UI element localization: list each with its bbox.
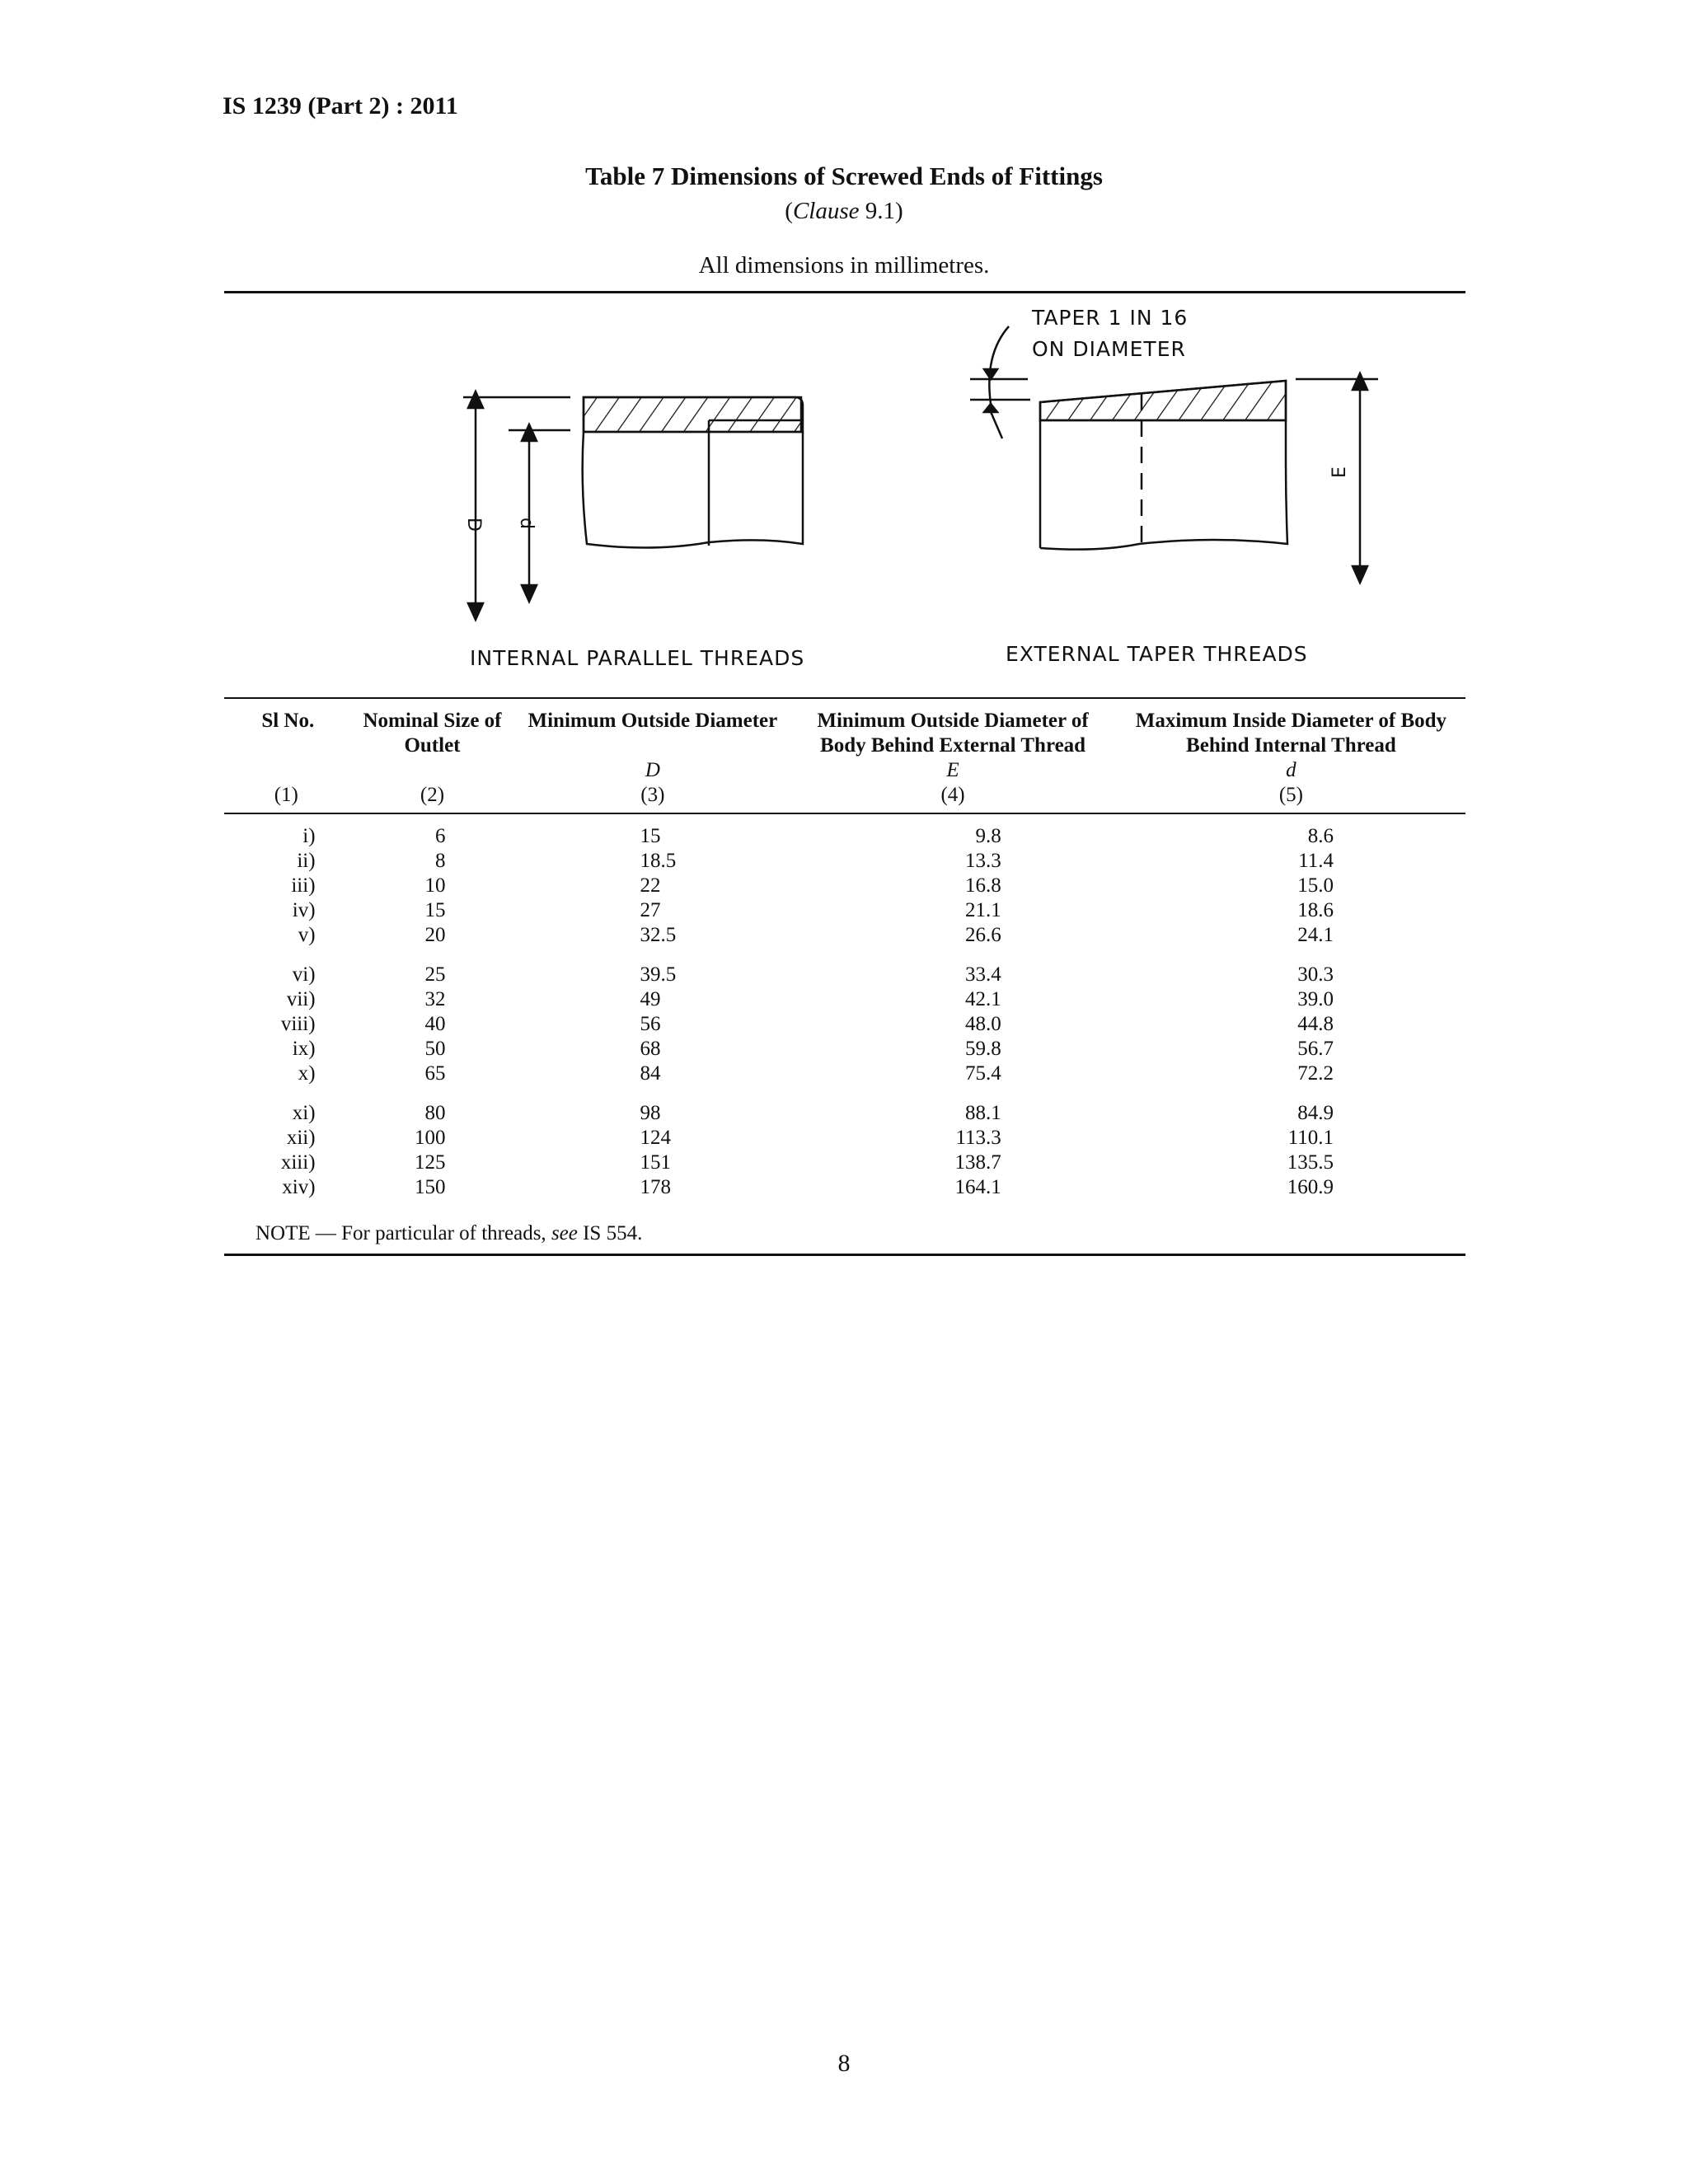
taper-label-line1: TAPER 1 IN 16 xyxy=(1032,306,1189,330)
table-cell: xii) xyxy=(286,1127,316,1149)
table-row xyxy=(224,849,1465,874)
top-rule xyxy=(224,291,1465,293)
table-cell: 50 xyxy=(424,1038,446,1060)
table-cell: 24.1 xyxy=(1297,924,1334,946)
table-cell: 26.6 xyxy=(965,924,1001,946)
note-see: see xyxy=(551,1222,578,1244)
clause-number: 9.1 xyxy=(859,198,896,224)
table-cell: ii) xyxy=(297,850,316,872)
table-cell: 15 xyxy=(424,899,446,921)
table-title: Table 7 Dimensions of Screwed Ends of Fittings xyxy=(585,162,1103,190)
table-cell: 15 xyxy=(640,825,661,847)
table-cell: v) xyxy=(298,924,316,946)
table-cell: 84.9 xyxy=(1297,1102,1334,1124)
label-D: D xyxy=(463,518,484,532)
table-cell: 49 xyxy=(640,988,661,1010)
table-cell: 48.0 xyxy=(965,1013,1001,1035)
table-row xyxy=(224,1086,1465,1126)
table-cell: 56.7 xyxy=(1297,1038,1334,1060)
table-body xyxy=(224,813,1465,1200)
table-cell: 88.1 xyxy=(965,1102,1001,1124)
table-cell: 44.8 xyxy=(1297,1013,1334,1035)
table-cell: 164.1 xyxy=(954,1176,1001,1198)
table-cell: 84 xyxy=(640,1062,661,1085)
table-cell: 18.5 xyxy=(640,850,677,872)
table-cell: 72.2 xyxy=(1297,1062,1334,1085)
table-row xyxy=(224,1012,1465,1037)
table-cell: 6 xyxy=(434,825,446,847)
table-cell: 10 xyxy=(424,874,446,897)
thread-figure xyxy=(224,297,1465,692)
table-cell: 68 xyxy=(640,1038,661,1060)
table-cell: 65 xyxy=(424,1062,446,1085)
table-cell: iv) xyxy=(292,899,316,921)
dimensions-table xyxy=(224,702,1465,1200)
table-cell: 18.6 xyxy=(1297,899,1334,921)
units-note: All dimensions in millimetres. xyxy=(698,252,990,279)
note-prefix: NOTE — For particular of threads, xyxy=(256,1222,551,1244)
table-cell: xiv) xyxy=(282,1176,316,1198)
table-cell: 32.5 xyxy=(640,924,677,946)
table-clause: (Clause 9.1) xyxy=(785,198,903,224)
table-cell: 8.6 xyxy=(1307,825,1334,847)
table-cell: 9.8 xyxy=(975,825,1001,847)
table-cell: 13.3 xyxy=(965,850,1001,872)
table-cell: 178 xyxy=(640,1176,671,1198)
table-cell: 56 xyxy=(640,1013,661,1035)
table-cell: 113.3 xyxy=(955,1127,1001,1149)
column-number-row xyxy=(224,783,1465,813)
table-cell: 100 xyxy=(414,1127,446,1149)
table-cell: 135.5 xyxy=(1287,1151,1334,1174)
table-cell: 40 xyxy=(424,1013,446,1035)
table-row xyxy=(224,813,1465,849)
symbol-E: E xyxy=(946,759,959,781)
header-min-od-external: Minimum Outside Diameter of Body Behind External Thread xyxy=(817,710,1089,757)
table-cell: 160.9 xyxy=(1287,1176,1334,1198)
page-number: 8 xyxy=(837,2050,851,2077)
col-number: (5) xyxy=(1117,783,1465,813)
table-cell: 75.4 xyxy=(965,1062,1001,1085)
table-cell: 125 xyxy=(414,1151,446,1174)
table-cell: xiii) xyxy=(280,1151,316,1174)
table-row xyxy=(224,874,1465,898)
table-cell: 110.1 xyxy=(1287,1127,1334,1149)
table-cell: 59.8 xyxy=(965,1038,1001,1060)
table-cell: 39.5 xyxy=(640,963,677,986)
table-cell: 138.7 xyxy=(954,1151,1001,1174)
bottom-rule xyxy=(224,1254,1465,1256)
table-cell: 151 xyxy=(640,1151,671,1174)
table-cell: iii) xyxy=(291,874,316,897)
table-cell: 30.3 xyxy=(1297,963,1334,986)
header-nominal-size: Nominal Size of Outlet xyxy=(363,710,502,757)
document-id: IS 1239 (Part 2) : 2011 xyxy=(223,92,458,120)
table-cell: 42.1 xyxy=(965,988,1001,1010)
table-cell: i) xyxy=(302,825,316,847)
table-note xyxy=(256,1222,642,1245)
table-cell: vi) xyxy=(292,963,316,986)
table-cell: 11.4 xyxy=(1298,850,1334,872)
symbol-d: d xyxy=(1286,759,1296,781)
table-row xyxy=(224,1126,1465,1151)
table-cell: 16.8 xyxy=(965,874,1001,897)
table-cell: viii) xyxy=(280,1013,316,1035)
header-max-id-internal: Maximum Inside Diameter of Body Behind Internal Thread xyxy=(1135,710,1447,757)
header-row xyxy=(224,702,1465,758)
table-row xyxy=(224,1037,1465,1062)
label-d: d xyxy=(516,518,537,529)
note-suffix: IS 554. xyxy=(577,1222,643,1244)
table-cell: 15.0 xyxy=(1297,874,1334,897)
table-cell: 27 xyxy=(640,899,661,921)
table-cell: vii) xyxy=(286,988,316,1010)
table-cell: x) xyxy=(298,1062,316,1085)
table-cell: 150 xyxy=(414,1176,446,1198)
table-row xyxy=(224,1062,1465,1086)
table-row xyxy=(224,923,1465,948)
table-row xyxy=(224,1175,1465,1200)
taper-label-line2: ON DIAMETER xyxy=(1032,337,1186,361)
col-number: (1) xyxy=(224,783,349,813)
external-thread-drawing xyxy=(970,326,1378,583)
table-row xyxy=(224,1151,1465,1175)
header-rule xyxy=(224,697,1465,699)
table-cell: 21.1 xyxy=(965,899,1001,921)
table-row xyxy=(224,948,1465,987)
col-number: (3) xyxy=(516,783,789,813)
table-cell: xi) xyxy=(292,1102,316,1124)
col-number: (4) xyxy=(789,783,1116,813)
label-E: E xyxy=(1329,466,1350,478)
table-cell: 124 xyxy=(640,1127,671,1149)
table-row xyxy=(224,987,1465,1012)
caption-internal-parallel: INTERNAL PARALLEL THREADS xyxy=(470,646,805,670)
header-sl-no: Sl No. xyxy=(261,710,315,732)
internal-thread-drawing xyxy=(463,391,803,620)
symbol-D: D xyxy=(645,759,660,781)
table-cell: ix) xyxy=(292,1038,316,1060)
table-cell: 25 xyxy=(424,963,446,986)
table-cell: 8 xyxy=(434,850,446,872)
table-cell: 32 xyxy=(424,988,446,1010)
table-cell: 98 xyxy=(640,1102,661,1124)
header-min-outside-diameter: Minimum Outside Diameter xyxy=(528,710,778,732)
symbol-row xyxy=(224,758,1465,783)
table-row xyxy=(224,898,1465,923)
table-cell: 33.4 xyxy=(965,963,1001,986)
table-cell: 22 xyxy=(640,874,661,897)
table-cell: 20 xyxy=(424,924,446,946)
col-number: (2) xyxy=(349,783,517,813)
clause-word: Clause xyxy=(792,198,860,224)
table-cell: 39.0 xyxy=(1297,988,1334,1010)
caption-external-taper: EXTERNAL TAPER THREADS xyxy=(1006,642,1308,666)
table-cell: 80 xyxy=(424,1102,446,1124)
